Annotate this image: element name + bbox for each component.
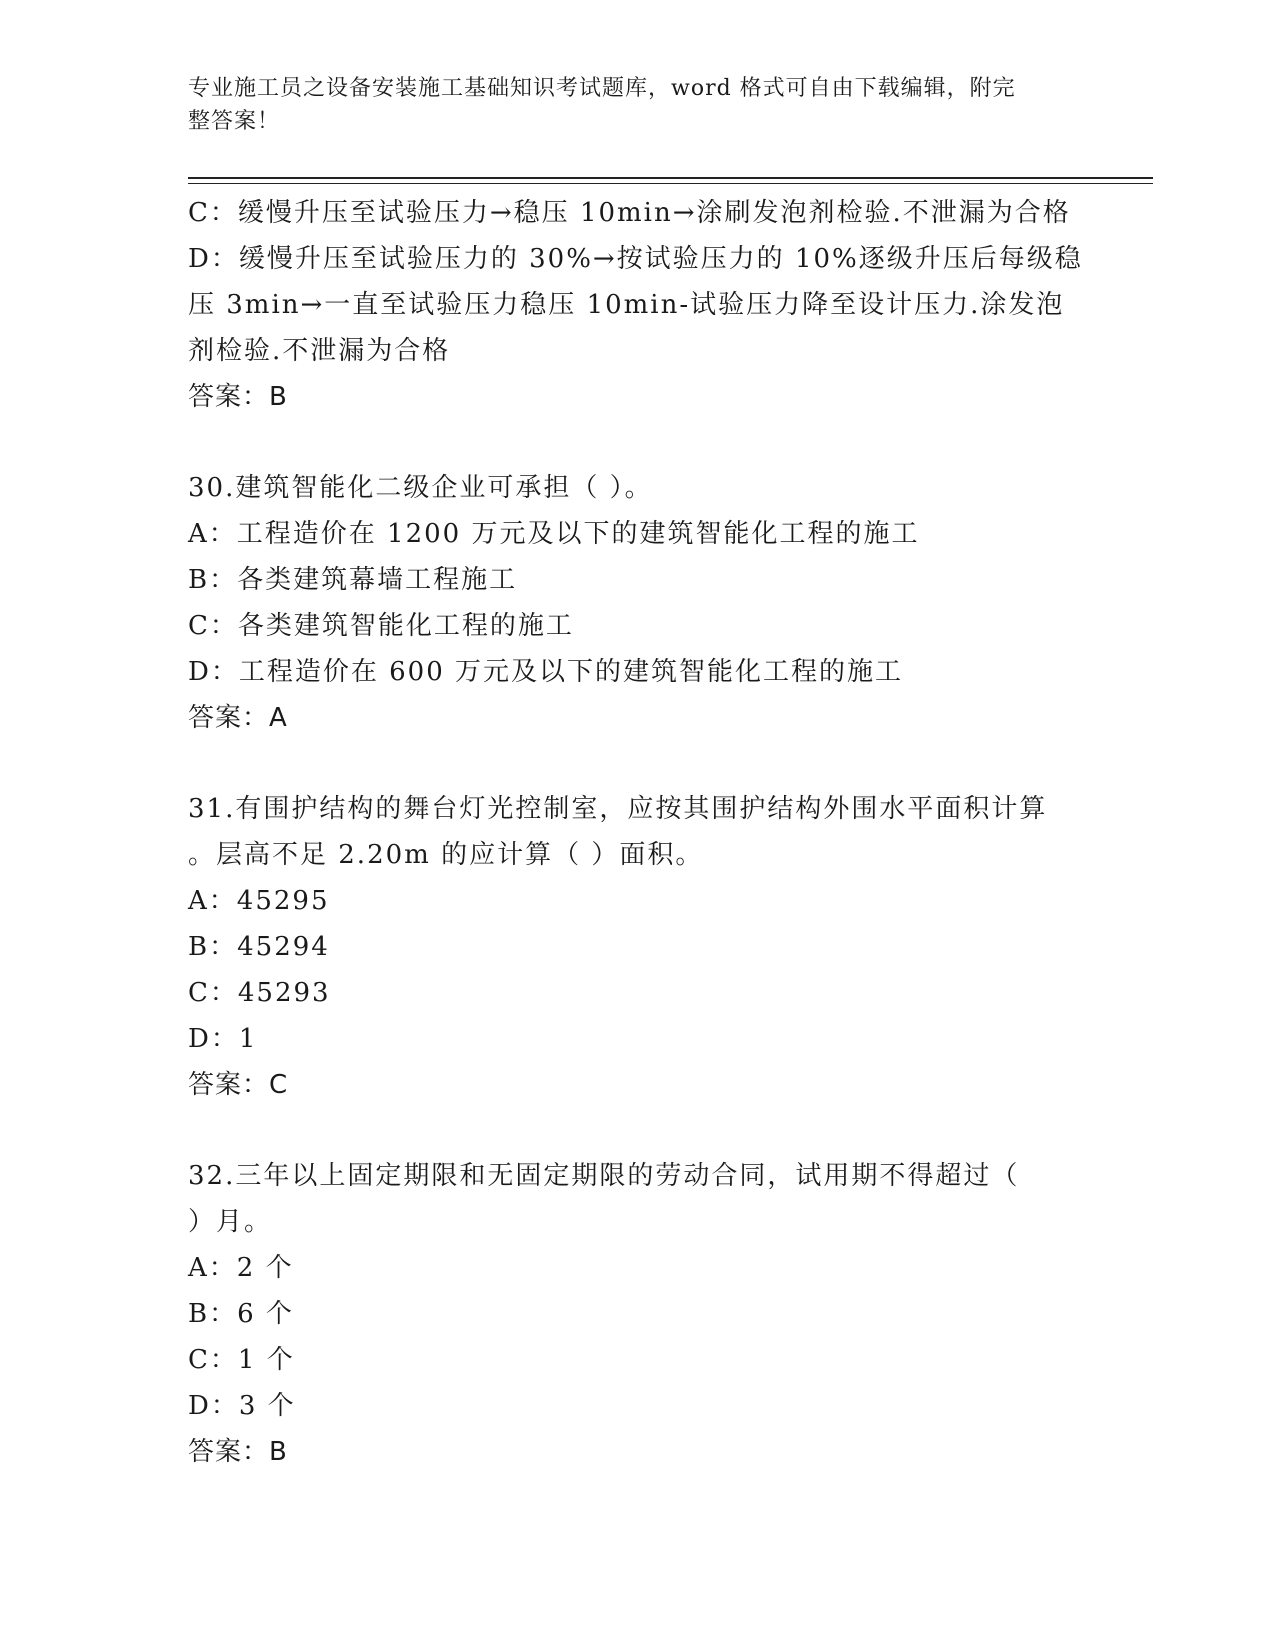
header-line-2: 整答案！ xyxy=(188,109,281,134)
option-d: D：1 xyxy=(188,1024,258,1054)
prev-question-block xyxy=(188,190,1083,420)
document-header xyxy=(188,72,1068,138)
option-b: B：各类建筑幕墙工程施工 xyxy=(188,565,518,595)
header-divider-thin xyxy=(188,183,1153,184)
question-block-30 xyxy=(188,465,1078,741)
spacer xyxy=(188,420,1078,465)
question-stem: 32.三年以上固定期限和无固定期限的劳动合同，试用期不得超过（ xyxy=(188,1161,1020,1191)
question-stem: 30.建筑智能化二级企业可承担（ ）。 xyxy=(188,473,653,503)
option-a: A：45295 xyxy=(188,886,330,916)
answer-line: 答案：C xyxy=(188,1070,289,1100)
option-line: C：缓慢升压至试验压力→稳压 10min→涂刷发泡剂检验.不泄漏为合格 xyxy=(188,198,1071,228)
question-block-31 xyxy=(188,786,1078,1108)
option-line: 压 3min→一直至试验压力稳压 10min-试验压力降至设计压力.涂发泡 xyxy=(188,290,1065,320)
option-b: B：6 个 xyxy=(188,1299,294,1329)
answer-line: 答案：B xyxy=(188,382,288,412)
header-divider-thick xyxy=(188,177,1153,179)
question-stem: 。层高不足 2.20m 的应计算（ ）面积。 xyxy=(188,840,704,870)
header-line-1: 专业施工员之设备安装施工基础知识考试题库，word 格式可自由下载编辑，附完 xyxy=(188,76,1016,101)
question-stem: ）月。 xyxy=(188,1207,273,1237)
option-line: D：缓慢升压至试验压力的 30%→按试验压力的 10%逐级升压后每级稳 xyxy=(188,244,1083,274)
question-content xyxy=(188,190,1083,1475)
option-c: C：45293 xyxy=(188,978,331,1008)
question-stem: 31.有围护结构的舞台灯光控制室，应按其围护结构外围水平面积计算 xyxy=(188,794,1048,824)
option-c: C：1 个 xyxy=(188,1345,295,1375)
option-a: A：2 个 xyxy=(188,1253,294,1283)
option-a: A：工程造价在 1200 万元及以下的建筑智能化工程的施工 xyxy=(188,519,920,549)
answer-line: 答案：B xyxy=(188,1437,288,1467)
option-c: C：各类建筑智能化工程的施工 xyxy=(188,611,574,641)
option-d: D：工程造价在 600 万元及以下的建筑智能化工程的施工 xyxy=(188,657,904,687)
option-b: B：45294 xyxy=(188,932,330,962)
option-d: D：3 个 xyxy=(188,1391,296,1421)
answer-line: 答案：A xyxy=(188,703,288,733)
question-block-32 xyxy=(188,1153,1078,1475)
option-line: 剂检验.不泄漏为合格 xyxy=(188,336,451,366)
spacer xyxy=(188,741,1078,786)
spacer xyxy=(188,1108,1078,1153)
